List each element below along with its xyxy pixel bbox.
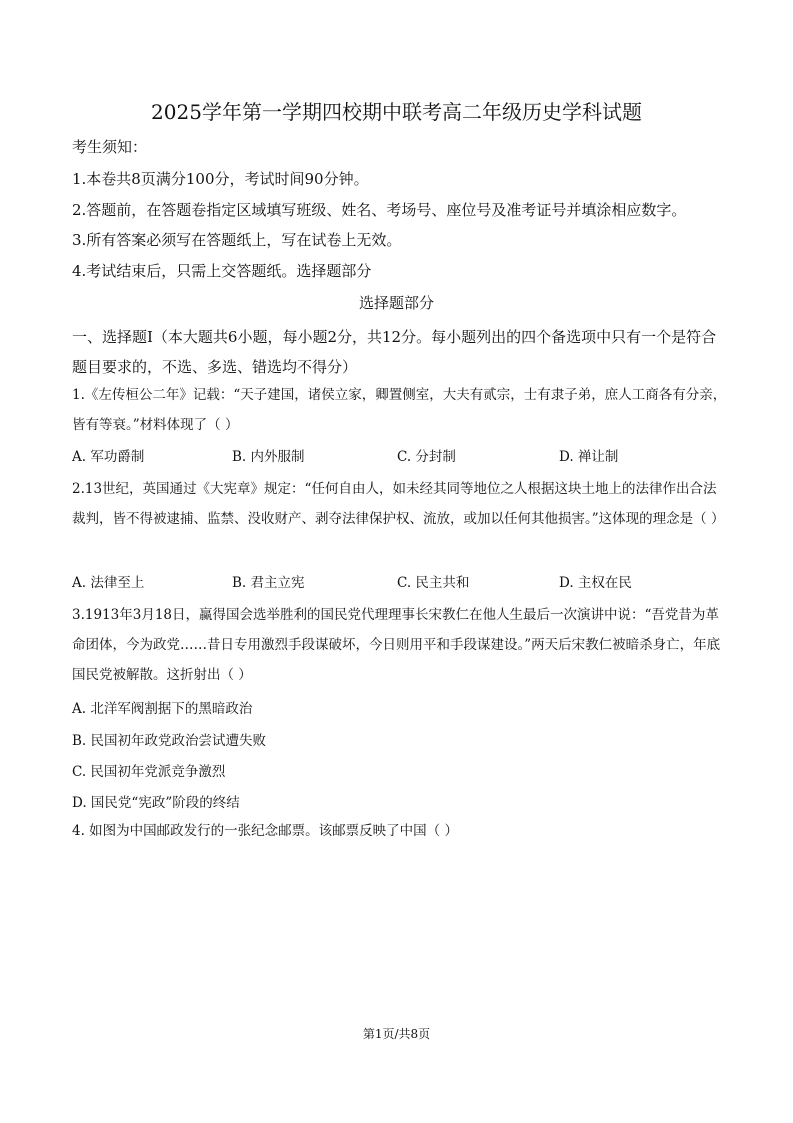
notice-item: 1.本卷共8页满分100分，考试时间90分钟。	[72, 170, 369, 188]
option-d: D. 国民党“宪政”阶段的终结	[72, 795, 240, 811]
option-b: B. 君主立宪	[232, 575, 305, 591]
question-4-stem: 4. 如图为中国邮政发行的一张纪念邮票。该邮票反映了中国（ ）	[72, 823, 458, 839]
section-intro: 一、选择题Ⅰ（本大题共6小题，每小题2分，共12分。每小题列出的四个备选项中只有一个是符合题目要求的，不选、多选、错选均不得分）	[72, 328, 717, 376]
notice-item: 4.考试结束后，只需上交答题纸。选择题部分	[72, 262, 372, 280]
option-b: B. 民国初年政党政治尝试遭失败	[72, 733, 267, 749]
question-1-stem: 1.《左传桓公二年》记载：“天子建国，诸侯立家，卿置侧室，大夫有贰宗，士有隶子弟，庶人工商各有分亲，皆有等衰。”材料体现了（ ）	[72, 387, 727, 433]
question-1-options	[72, 445, 727, 469]
option-c: C. 民国初年党派竞争激烈	[72, 764, 226, 780]
notice-item: 3.所有答案必须写在答题纸上，写在试卷上无效。	[72, 231, 402, 249]
question-2-options	[72, 571, 727, 595]
page-number: 第1页/共8页	[362, 1027, 431, 1041]
option-a: A. 法律至上	[72, 575, 145, 591]
option-a: A. 军功爵制	[72, 449, 145, 465]
question-3-stem: 3.1913年3月18日，赢得国会选举胜利的国民党代理理事长宋教仁在他人生最后一次演讲中说：“吾党昔为革命团体，今为政党……昔日专用激烈手段谋破坏，今日则用平和手段谋建设。”两天后宋教仁被暗杀身亡，年底国民党被解散。这折射出（ ）	[72, 607, 721, 683]
option-c: C. 分封制	[397, 449, 456, 465]
notice-item: 2.答题前，在答题卷指定区域填写班级、姓名、考场号、座位号及准考证号并填涂相应数字。	[72, 201, 687, 219]
exam-title: 2025学年第一学期四校期中联考高二年级历史学科试题	[151, 100, 642, 124]
option-b: B. 内外服制	[232, 449, 305, 465]
option-c: C. 民主共和	[397, 575, 470, 591]
question-2-stem: 2.13世纪，英国通过《大宪章》规定：“任何自由人，如未经其同等地位之人根据这块土地上的法律作出合法裁判，皆不得被逮捕、监禁、没收财产、剥夺法律保护权、流放，或加以任何其他损害。”这体现的理念是（ ）	[72, 481, 725, 527]
section-heading: 选择题部分	[358, 294, 434, 312]
option-d: D. 禅让制	[559, 449, 619, 465]
option-d: D. 主权在民	[559, 575, 632, 591]
notice-heading: 考生须知：	[72, 138, 148, 156]
option-a: A. 北洋军阀割据下的黑暗政治	[72, 701, 253, 717]
